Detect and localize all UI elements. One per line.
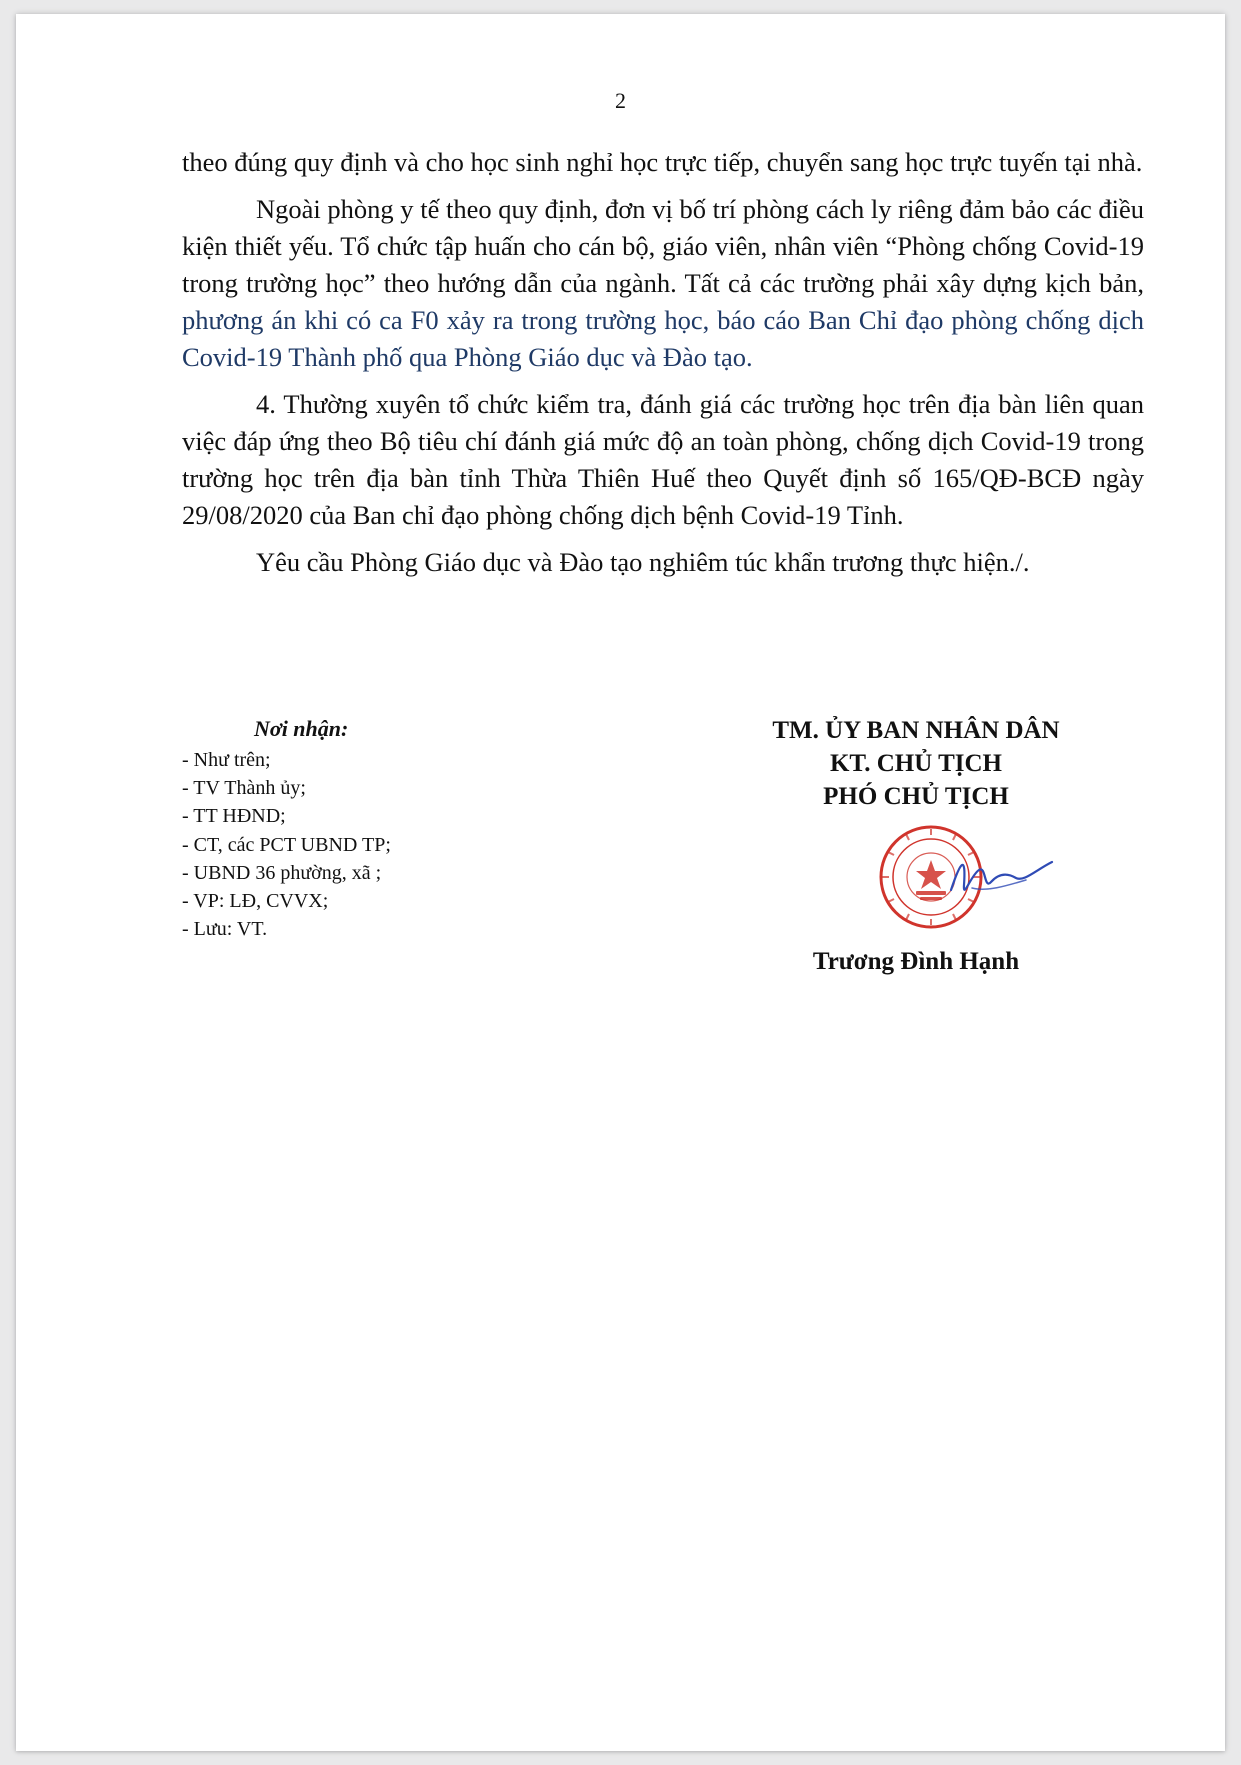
paragraph-isolation-room [182, 191, 1144, 376]
recipient-item: - CT, các PCT UBND TP; [182, 833, 391, 856]
paragraph-isolation-room-text: Ngoài phòng y tế theo quy định, đơn vị bố trí phòng cách ly riêng đảm bảo các điều kiện thiết yếu. Tổ chức tập huấn cho cán bộ, giáo viên, nhân viên “Phòng chống Covid-19 trong trường học” theo hướng dẫn của ngành. Tất cả các trường phải xây dựng kịch bản, [182, 194, 1144, 298]
signer-name: Trương Đình Hạnh [812, 948, 1020, 975]
red-official-seal-icon [876, 820, 1066, 940]
recipients-heading: Nơi nhận: [254, 716, 349, 741]
signature-title-block [706, 714, 1126, 813]
recipient-item: - Lưu: VT. [182, 918, 268, 941]
paragraph-inspection: 4. Thường xuyên tổ chức kiểm tra, đánh giá các trường học trên địa bàn liên quan việc đáp ứng theo Bộ tiêu chí đánh giá mức độ an toàn phòng, chống dịch Covid-19 trong trường học trên địa bàn tỉnh Thừa Thiên Huế theo Quyết định số 165/QĐ-BCĐ ngày 29/08/2020 của Ban chỉ đạo phòng chống dịch bệnh Covid-19 Tỉnh. [182, 389, 1144, 530]
recipient-item: - TV Thành ủy; [182, 777, 306, 800]
paragraph-f0-plan-text: phương án khi có ca F0 xảy ra trong trường học, báo cáo Ban Chỉ đạo phòng chống dịch Covid-19 Thành phố qua Phòng Giáo dục và Đào tạo. [182, 305, 1144, 372]
recipients-list [182, 746, 602, 943]
recipient-item: - TT HĐND; [182, 805, 286, 828]
seal-and-signature [876, 820, 1066, 940]
document-body [182, 144, 1144, 591]
signature-line-committee: TM. ỦY BAN NHÂN DÂN [772, 717, 1060, 744]
recipients-block [182, 714, 602, 943]
handwritten-signature-icon [951, 862, 1052, 890]
paragraph-continuation: theo đúng quy định và cho học sinh nghỉ học trực tiếp, chuyển sang học trực tuyến tại nhà. [182, 147, 1143, 177]
page-number: 2 [615, 88, 626, 113]
signature-line-vice-chair: PHÓ CHỦ TỊCH [823, 783, 1009, 810]
paragraph-request: Yêu cầu Phòng Giáo dục và Đào tạo nghiêm túc khẩn trương thực hiện./. [256, 547, 1030, 577]
signature-line-on-behalf: KT. CHỦ TỊCH [829, 750, 1003, 777]
recipient-item: - Như trên; [182, 749, 271, 771]
document-page [16, 14, 1225, 1751]
recipient-item: - UBND 36 phường, xã ; [182, 861, 382, 884]
recipient-item: - VP: LĐ, CVVX; [182, 890, 329, 913]
